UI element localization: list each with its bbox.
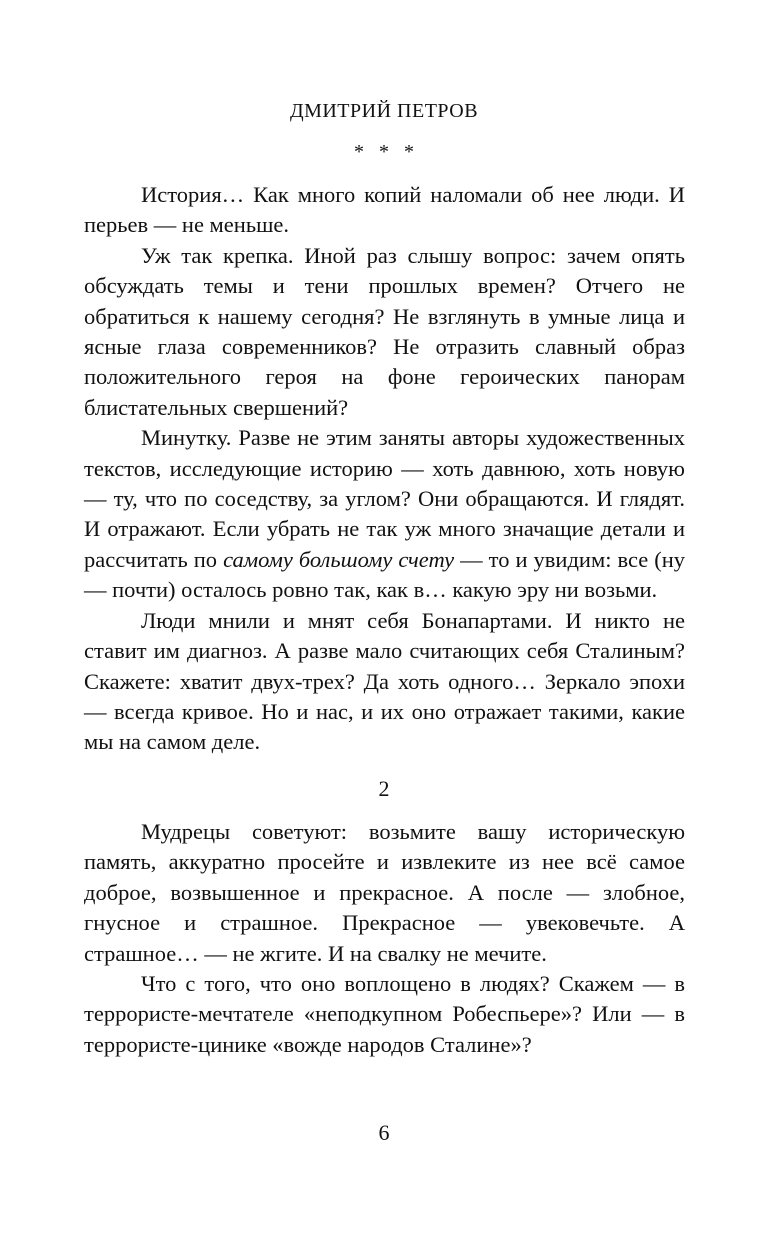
section-1-text [84, 180, 685, 758]
italic-phrase: самому большому счету [223, 546, 455, 572]
section-separator: * * * [354, 141, 414, 163]
paragraph: Что с того, что оно воплощено в людях? Скажем — в террористе-мечтателе «неподкупном Робеспьере»? Или — в террористе-цинике «вожде народов Сталине»? [84, 971, 685, 1057]
paragraph: Мудрецы советуют: возьмите вашу историческую память, аккуратно просейте и извлеките из нее всё самое доброе, возвышенное и прекрасное. А после — злобное, гнусное и страшное. Прекрасное — увековечьте. А страшное… — не жгите. И на свалку не мечите. [84, 819, 685, 966]
paragraph-text: Минутку. Разве не этим заняты авторы художественных текстов, исследующие историю — хоть давнюю, хоть новую — ту, что по соседству, за углом? Они обращаются. И глядят. И отражают. Если убрать не так уж много значащие детали и рассчитать по [84, 425, 685, 572]
paragraph: Люди мнили и мнят себя Бонапартами. И никто не ставит им диагноз. А разве мало считающих себя Сталиным? Скажете: хватит двух-трех? Да хоть одного… Зеркало эпохи — всегда кривое. Но и нас, и их оно отражает такими, какие мы на самом деле. [84, 607, 685, 755]
paragraph-text: — то и увидим: все (ну — почти) осталось ровно так, как в… какую эру ни возьми. [84, 546, 686, 603]
paragraph [84, 423, 685, 605]
page-number: 6 [378, 1120, 390, 1145]
running-head: ДМИТРИЙ ПЕТРОВ [289, 100, 479, 122]
section-number: 2 [378, 776, 390, 801]
paragraph: История… Как много копий наломали об нее люди. И перьев — не меньше. [84, 182, 685, 238]
paragraph: Уж так крепка. Иной раз слышу вопрос: зачем опять обсуждать темы и тени прошлых времен? Отчего не обратиться к нашему сегодня? Не взглянуть в умные лица и ясные глаза современников? Не отразить славный образ положительного героя на фоне героических панорам блистательных свершений? [84, 242, 685, 420]
section-2-text [84, 817, 685, 1060]
